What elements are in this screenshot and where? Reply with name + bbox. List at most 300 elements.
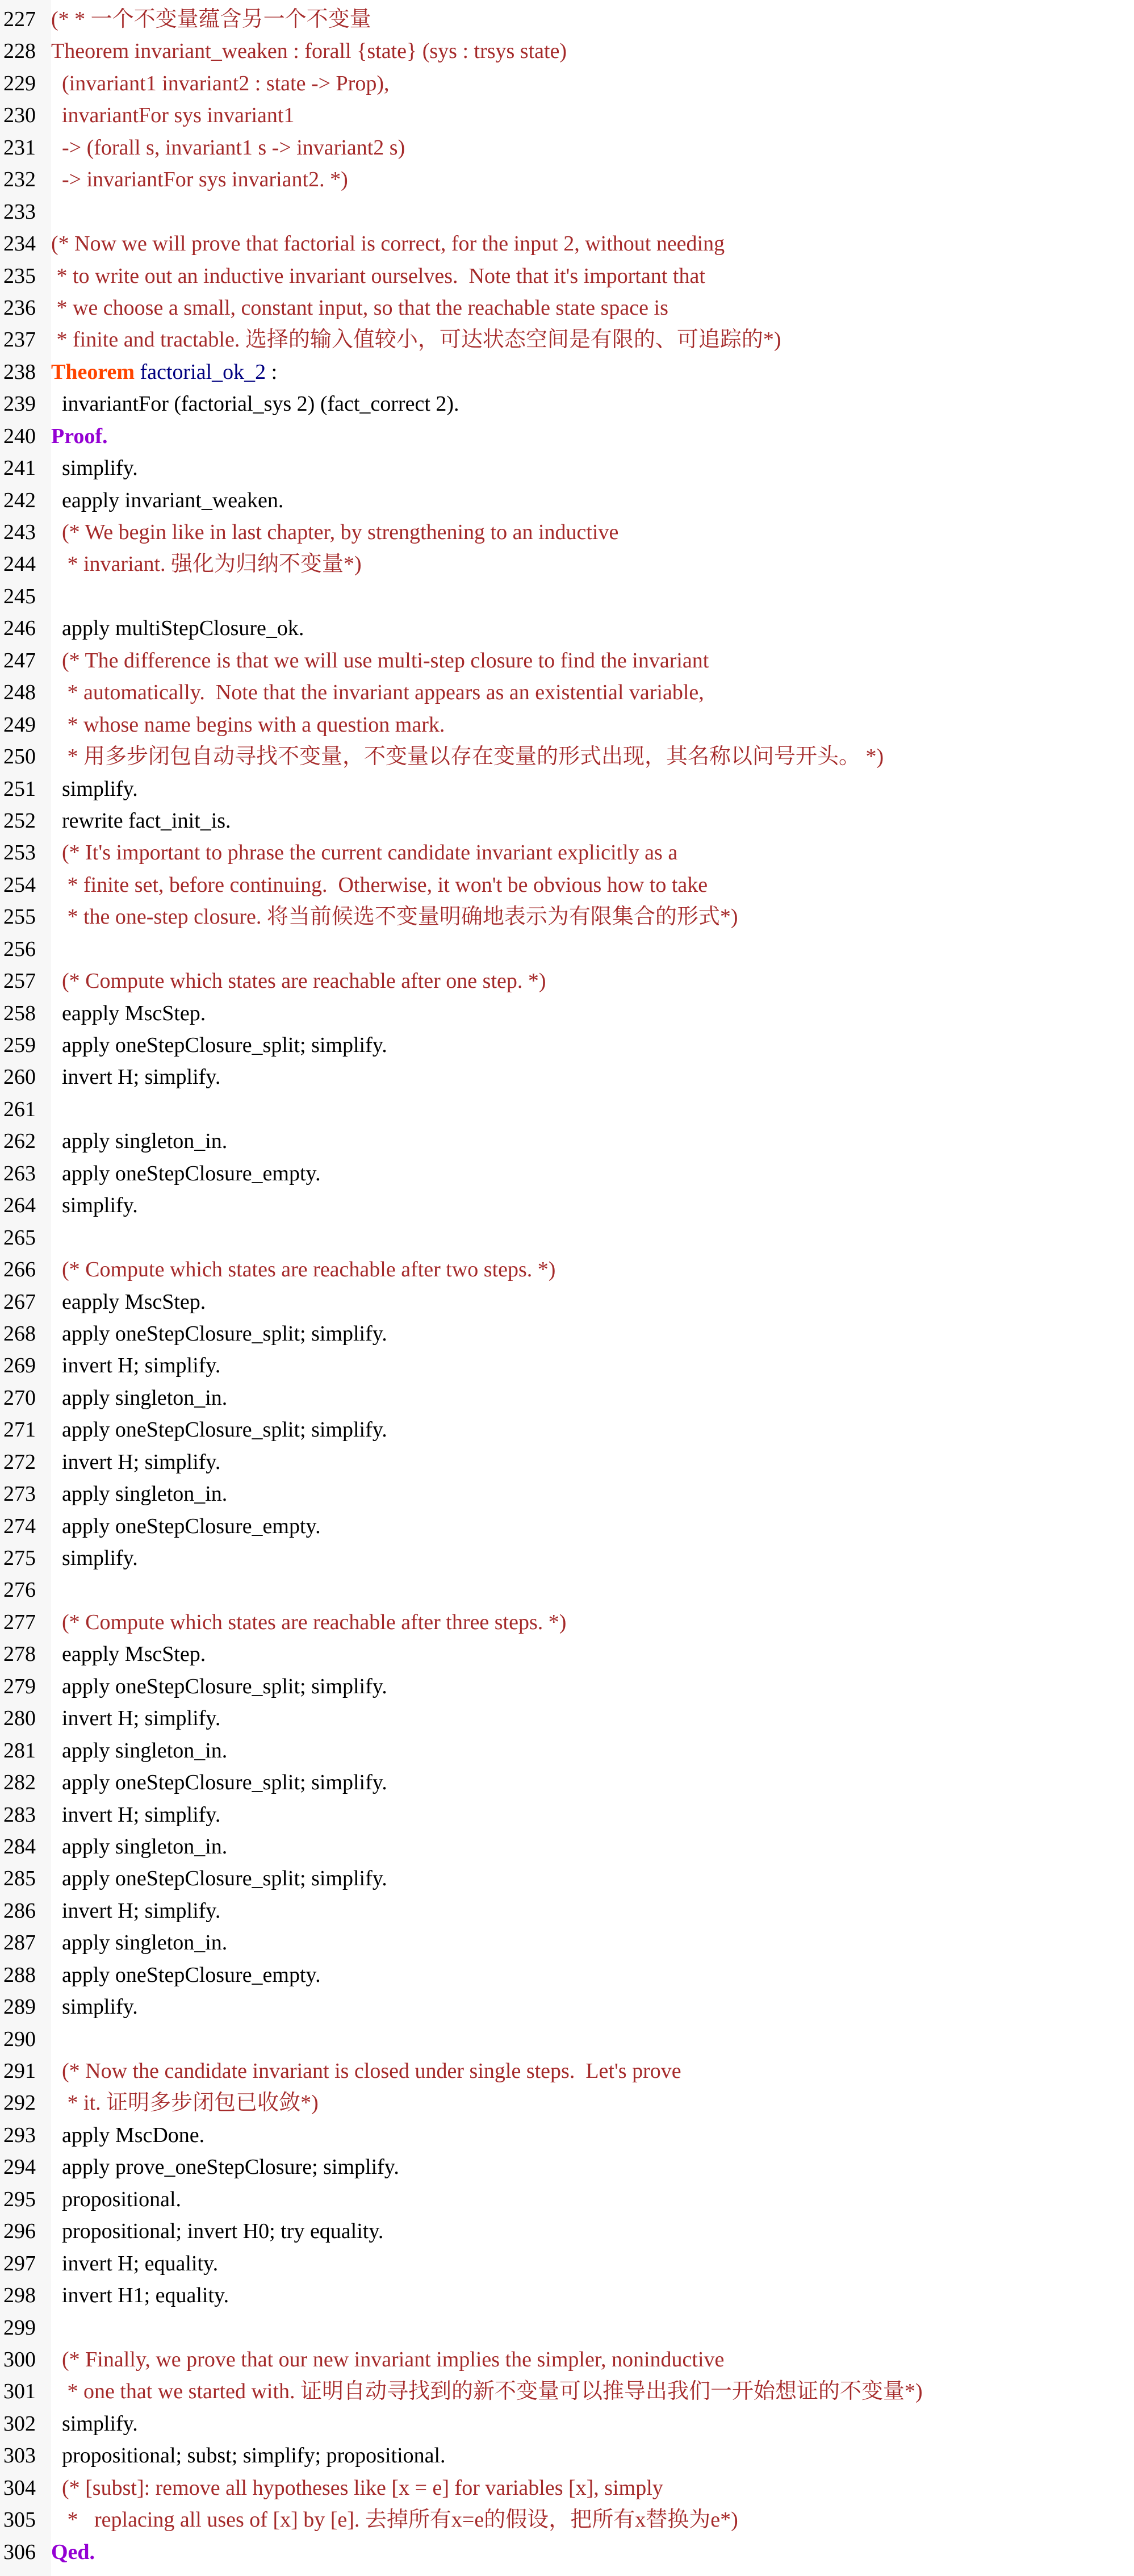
line-text[interactable] [51,1029,387,1061]
code-area[interactable] [0,3,1134,2568]
code-text [51,873,68,897]
line-text[interactable] [51,2248,218,2279]
line-number: 244 [3,552,36,577]
code-comment: (* Compute which states are reachable after one step. *) [62,969,546,993]
code-line[interactable] [0,1542,1134,1574]
line-number: 284 [3,1834,36,1859]
code-line[interactable] [0,1574,1134,1606]
code-line[interactable] [0,1254,1134,1285]
line-text[interactable] [51,1895,220,1927]
line-number: 279 [3,1674,36,1698]
line-text[interactable] [51,3,371,35]
line-text[interactable] [51,2440,446,2471]
code-line[interactable] [0,2055,1134,2087]
line-number: 249 [3,712,36,737]
code-text: apply oneStepClosure_split; simplify. [51,1321,387,1346]
code-line[interactable] [0,1061,1134,1093]
code-text [51,680,68,704]
line-number: 228 [3,39,36,64]
line-text[interactable] [51,324,781,356]
theorem-keyword: Theorem [51,360,135,384]
line-text[interactable] [51,1510,321,1542]
code-line[interactable] [0,1093,1134,1125]
code-text: apply oneStepClosure_empty. [51,1161,321,1185]
line-text[interactable] [51,292,668,324]
code-line[interactable] [0,997,1134,1029]
line-text[interactable] [51,1189,138,1221]
code-text: invert H; simplify. [51,1354,221,1378]
code-comment: * replacing all uses of [x] by [e]. 去掉所有x=e的假设，把所有x替换为e*) [67,2508,738,2532]
line-text[interactable] [51,901,738,933]
code-line[interactable] [0,2408,1134,2440]
code-text: propositional; invert H0; try equality. [51,2219,384,2244]
code-line[interactable] [0,2344,1134,2375]
code-line[interactable] [0,132,1134,164]
code-line[interactable] [0,741,1134,773]
line-number: 270 [3,1385,36,1410]
code-line[interactable] [0,1125,1134,1157]
line-number: 258 [3,1001,36,1025]
code-line[interactable] [0,2504,1134,2536]
code-comment: * 用多步闭包自动寻找不变量，不变量以存在变量的形式出现，其名称以问号开头。 *) [67,745,884,769]
code-text: apply oneStepClosure_empty. [51,1963,321,1987]
code-line[interactable] [0,1158,1134,1189]
line-text[interactable] [51,965,546,997]
line-number: 300 [3,2347,36,2372]
line-text[interactable] [51,2279,229,2311]
code-line[interactable] [0,356,1134,388]
line-number: 282 [3,1771,36,1795]
line-text[interactable] [51,1414,387,1446]
line-text[interactable] [51,68,390,99]
code-line[interactable] [0,35,1134,67]
line-text[interactable] [51,1382,227,1414]
code-comment: (* [subst]: remove all hypotheses like [x = e] for variables [x], simply [62,2475,663,2500]
line-number: 260 [3,1065,36,1089]
code-line[interactable] [0,2119,1134,2151]
line-number: 264 [3,1193,36,1218]
line-number: 273 [3,1482,36,1506]
code-text: propositional; subst; simplify; propositional. [51,2444,446,2468]
line-text[interactable] [51,1767,387,1798]
line-text[interactable] [51,164,348,195]
line-number: 232 [3,168,36,192]
code-text [51,2508,68,2532]
code-line[interactable] [0,420,1134,452]
code-text [51,1258,62,1281]
line-number: 257 [3,969,36,993]
line-text[interactable] [51,516,618,548]
line-number: 231 [3,135,36,160]
line-number: 237 [3,328,36,352]
line-number: 251 [3,776,36,801]
line-text[interactable] [51,228,725,260]
line-number: 283 [3,1802,36,1827]
code-comment: * one that we started with. 证明自动寻找到的新不变量可以推导出我们一开始想证的不变量*) [67,2379,923,2404]
line-text[interactable] [51,1671,387,1702]
code-line[interactable] [0,1831,1134,1863]
code-line[interactable] [0,68,1134,99]
code-line[interactable] [0,933,1134,965]
code-text [51,841,62,865]
code-text: apply singleton_in. [51,1482,228,1506]
line-text[interactable] [51,548,362,580]
code-comment: (invariant1 invariant2 : state -> Prop), [51,71,390,95]
code-text: apply multiStepClosure_ok. [51,616,304,641]
code-text [135,360,140,384]
code-line[interactable] [0,1702,1134,1734]
line-text[interactable] [51,2151,399,2183]
code-text: apply MscDone. [51,2123,205,2147]
line-text[interactable] [51,35,567,67]
line-text[interactable] [51,99,294,131]
code-line[interactable] [0,2151,1134,2183]
code-text: eapply MscStep. [51,1001,206,1025]
code-line[interactable] [0,516,1134,548]
code-comment: * it. 证明多步闭包已收敛*) [67,2091,319,2115]
code-line[interactable] [0,1767,1134,1798]
code-comment: (* Compute which states are reachable after three steps. *) [62,1610,567,1634]
code-line[interactable] [0,1671,1134,1702]
code-line[interactable] [0,1895,1134,1927]
line-number: 288 [3,1963,36,1987]
line-text[interactable] [51,2119,204,2151]
code-line[interactable] [0,2183,1134,2215]
code-line[interactable] [0,2215,1134,2247]
code-line[interactable] [0,805,1134,837]
code-text: apply oneStepClosure_split; simplify. [51,1674,387,1698]
code-line[interactable] [0,228,1134,260]
line-number: 262 [3,1129,36,1154]
code-line[interactable] [0,612,1134,644]
code-comment: (* We begin like in last chapter, by strengthening to an inductive [62,520,619,544]
line-number: 305 [3,2508,36,2532]
code-text: apply prove_oneStepClosure; simplify. [51,2155,399,2180]
line-text[interactable] [51,1254,555,1285]
line-text[interactable] [51,1927,227,1959]
code-line[interactable] [0,2087,1134,2119]
line-text[interactable] [51,709,445,741]
line-number: 236 [3,295,36,320]
code-line[interactable] [0,1606,1134,1638]
line-number: 306 [3,2540,36,2564]
code-line[interactable] [0,2023,1134,2055]
line-number: 292 [3,2091,36,2115]
line-number: 265 [3,1225,36,1250]
line-number: 280 [3,1706,36,1731]
code-comment: * invariant. 强化为归纳不变量*) [67,552,362,577]
line-number: 252 [3,808,36,833]
code-line[interactable] [0,1350,1134,1381]
code-line[interactable] [0,1959,1134,1991]
code-line[interactable] [0,1029,1134,1061]
code-comment: -> (forall s, invariant1 s -> invariant2 s) [51,135,405,160]
code-text [51,2059,62,2083]
code-text: invert H; simplify. [51,1065,221,1089]
code-line[interactable] [0,1735,1134,1767]
code-text: simplify. [51,2411,138,2436]
code-comment: (* It's important to phrase the current candidate invariant explicitly as a [62,841,678,865]
theorem-name: factorial_ok_2 [140,360,266,384]
line-text[interactable] [51,1350,220,1381]
code-line[interactable] [0,324,1134,356]
line-text[interactable] [51,132,405,164]
code-line[interactable] [0,1927,1134,1959]
code-comment: * to write out an inductive invariant ourselves. Note that it's important that [51,264,705,288]
line-text[interactable] [51,2344,724,2375]
code-line[interactable] [0,3,1134,35]
line-number: 287 [3,1931,36,1955]
code-text: invariantFor (factorial_sys 2) (fact_correct 2). [51,392,459,416]
code-comment: invariantFor sys invariant1 [51,103,295,128]
line-number: 271 [3,1418,36,1442]
code-line[interactable] [0,773,1134,805]
line-text[interactable] [51,869,708,901]
code-line[interactable] [0,2375,1134,2407]
code-text [51,2379,68,2403]
code-comment: * whose name begins with a question mark. [67,712,445,737]
line-text[interactable] [51,2472,663,2504]
code-text: invert H; simplify. [51,1706,221,1731]
line-text[interactable] [51,1606,566,1638]
line-number: 247 [3,648,36,673]
code-line[interactable] [0,1222,1134,1254]
code-text [51,905,68,929]
code-line[interactable] [0,1863,1134,1894]
code-comment: -> invariantFor sys invariant2. *) [51,168,348,192]
line-number: 298 [3,2283,36,2308]
line-number: 304 [3,2475,36,2500]
line-text[interactable] [51,1863,387,1894]
code-line[interactable] [0,1991,1134,2023]
code-text: : [266,360,278,384]
line-number: 245 [3,584,36,608]
line-text[interactable] [51,2375,923,2407]
line-number: 285 [3,1867,36,1891]
line-number: 233 [3,199,36,224]
line-text[interactable] [51,1286,206,1318]
line-text[interactable] [51,1831,227,1863]
line-number: 227 [3,7,36,31]
line-number: 281 [3,1738,36,1763]
line-number: 294 [3,2155,36,2180]
proof-keyword: Proof. [51,424,108,448]
code-line[interactable] [0,2440,1134,2471]
line-text[interactable] [51,260,705,292]
code-line[interactable] [0,548,1134,580]
line-number: 269 [3,1354,36,1378]
code-text [51,1610,62,1634]
line-number: 266 [3,1258,36,1282]
code-comment: (* Now we will prove that factorial is correct, for the input 2, without needing [51,232,725,256]
line-number: 230 [3,103,36,128]
code-comment: (* Compute which states are reachable after two steps. *) [62,1258,556,1282]
line-number: 299 [3,2315,36,2340]
line-text[interactable] [51,2183,181,2215]
line-number: 268 [3,1321,36,1346]
line-text[interactable] [51,420,108,452]
line-text[interactable] [51,1638,206,1670]
line-number: 293 [3,2123,36,2147]
code-line[interactable] [0,2536,1134,2568]
code-line[interactable] [0,196,1134,228]
line-number: 272 [3,1450,36,1474]
code-line[interactable] [0,645,1134,677]
code-line[interactable] [0,1799,1134,1831]
code-text [51,2091,68,2115]
line-number: 276 [3,1578,36,1602]
code-comment: Theorem invariant_weaken : forall {state} (sys : trsys state) [51,39,567,64]
line-text[interactable] [51,741,884,773]
code-line[interactable] [0,837,1134,869]
line-text[interactable] [51,1542,138,1574]
line-text[interactable] [51,677,704,708]
line-text[interactable] [51,1446,220,1478]
line-text[interactable] [51,1959,321,1991]
code-line[interactable] [0,1189,1134,1221]
code-text: apply singleton_in. [51,1129,228,1154]
code-text: eapply MscStep. [51,1642,206,1667]
line-number: 235 [3,264,36,288]
line-number: 303 [3,2444,36,2468]
code-line[interactable] [0,677,1134,708]
code-line[interactable] [0,1382,1134,1414]
line-text[interactable] [51,2408,138,2440]
line-text[interactable] [51,1799,220,1831]
code-line[interactable] [0,452,1134,484]
line-text[interactable] [51,2215,383,2247]
line-text[interactable] [51,2087,319,2119]
code-line[interactable] [0,965,1134,997]
line-number: 250 [3,745,36,769]
line-text[interactable] [51,388,459,420]
code-comment: (* * 一个不变量蕴含另一个不变量 [51,7,371,31]
code-line[interactable] [0,260,1134,292]
line-text[interactable] [51,612,304,644]
line-number: 277 [3,1610,36,1634]
code-text: simplify. [51,456,138,481]
code-line[interactable] [0,2248,1134,2279]
line-text[interactable] [51,805,231,837]
code-text: simplify. [51,1546,138,1570]
line-text[interactable] [51,1061,220,1093]
code-line[interactable] [0,581,1134,612]
code-line[interactable] [0,485,1134,516]
line-number: 246 [3,616,36,641]
line-number: 242 [3,488,36,512]
code-line[interactable] [0,1510,1134,1542]
line-text[interactable] [51,837,677,869]
line-text[interactable] [51,2504,738,2536]
line-number: 240 [3,424,36,448]
code-line[interactable] [0,2279,1134,2311]
code-line[interactable] [0,164,1134,195]
line-text[interactable] [51,2536,95,2568]
line-number: 243 [3,520,36,544]
code-line[interactable] [0,869,1134,901]
proof-keyword: Qed. [51,2540,95,2564]
code-text [51,2476,62,2500]
code-line[interactable] [0,1286,1134,1318]
line-text[interactable] [51,1991,138,2023]
line-text[interactable] [51,645,709,677]
line-text[interactable] [51,2055,681,2087]
line-number: 253 [3,841,36,865]
code-line[interactable] [0,388,1134,420]
line-number: 267 [3,1289,36,1314]
line-text[interactable] [51,452,138,484]
code-line[interactable] [0,292,1134,324]
line-number: 261 [3,1097,36,1121]
line-number: 295 [3,2187,36,2211]
line-number: 289 [3,1995,36,2019]
line-number: 238 [3,360,36,384]
code-line[interactable] [0,2312,1134,2344]
line-text[interactable] [51,1125,227,1157]
code-line[interactable] [0,1318,1134,1350]
code-text: apply singleton_in. [51,1931,228,1955]
code-text: simplify. [51,776,138,801]
code-comment: * finite and tractable. 选择的输入值较小，可达状态空间是有限的、可追踪的*) [51,328,781,352]
code-line[interactable] [0,99,1134,131]
code-text: invert H1; equality. [51,2283,229,2308]
code-text: apply singleton_in. [51,1385,228,1410]
line-text[interactable] [51,997,206,1029]
code-line[interactable] [0,1638,1134,1670]
code-text: invert H; simplify. [51,1450,221,1474]
code-text: eapply invariant_weaken. [51,488,284,512]
code-text: apply oneStepClosure_split; simplify. [51,1867,387,1891]
code-text [51,2348,62,2372]
code-text [51,969,62,993]
line-number: 278 [3,1642,36,1667]
line-text[interactable] [51,773,138,805]
line-number: 290 [3,2027,36,2051]
line-number: 254 [3,872,36,897]
code-line[interactable] [0,901,1134,933]
line-number: 239 [3,392,36,416]
code-line[interactable] [0,1414,1134,1446]
line-text[interactable] [51,485,283,516]
code-line[interactable] [0,2472,1134,2504]
line-text[interactable] [51,1702,220,1734]
code-comment: (* Finally, we prove that our new invariant implies the simpler, noninductive [62,2347,725,2372]
line-number: 274 [3,1514,36,1538]
code-comment: (* The difference is that we will use multi-step closure to find the invariant [62,648,709,673]
code-line[interactable] [0,1446,1134,1478]
code-text: invert H; equality. [51,2251,219,2276]
line-text[interactable] [51,1318,387,1350]
line-number: 234 [3,232,36,256]
code-text: simplify. [51,1193,138,1218]
line-text[interactable] [51,1735,227,1767]
code-line[interactable] [0,1478,1134,1510]
code-comment: (* Now the candidate invariant is closed under single steps. Let's prove [62,2059,681,2083]
code-line[interactable] [0,709,1134,741]
line-text[interactable] [51,356,277,388]
code-text: rewrite fact_init_is. [51,808,231,833]
line-number: 256 [3,937,36,961]
line-number: 241 [3,456,36,481]
code-text [51,552,68,576]
code-text: propositional. [51,2187,182,2211]
code-text: apply oneStepClosure_split; simplify. [51,1771,387,1795]
code-text: apply oneStepClosure_split; simplify. [51,1418,387,1442]
code-comment: * the one-step closure. 将当前候选不变量明确地表示为有限集合的形式*) [67,905,738,929]
code-comment: * we choose a small, constant input, so that the reachable state space is [51,295,668,320]
line-text[interactable] [51,1478,227,1510]
line-text[interactable] [51,1158,321,1189]
